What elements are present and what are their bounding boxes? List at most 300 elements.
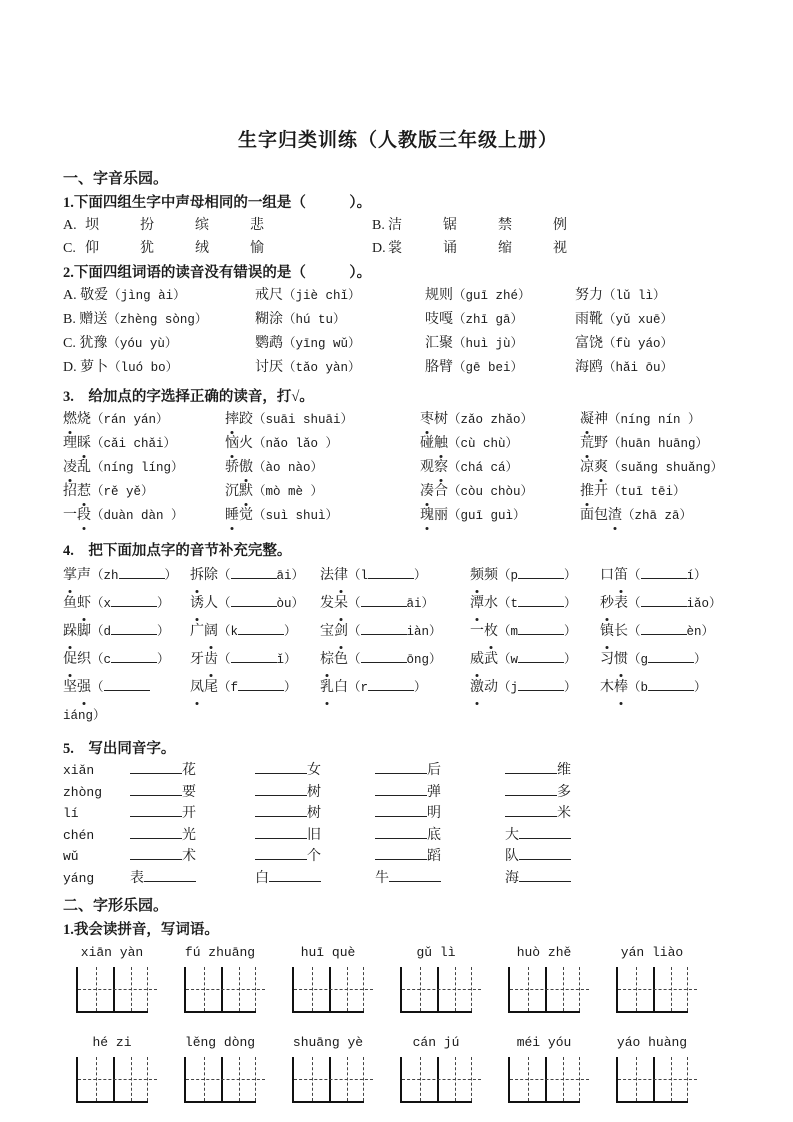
fill-in-blank xyxy=(519,868,571,882)
q5-cell xyxy=(505,868,733,890)
q5-cell xyxy=(505,782,733,804)
q4-word-item xyxy=(600,674,733,730)
tianzige-grid xyxy=(508,967,580,1013)
char: 富 xyxy=(575,336,589,351)
char: 鹦 xyxy=(255,336,269,351)
q5-cell xyxy=(505,825,733,847)
q2-word-item xyxy=(425,308,575,332)
grid-row xyxy=(63,945,733,1013)
word-with-dot xyxy=(420,508,448,523)
option-char: 缤 xyxy=(195,218,209,233)
pinyin-text: （guī guì） xyxy=(448,509,526,523)
word-with-dot xyxy=(425,336,453,351)
fill-in-blank xyxy=(641,593,687,607)
word-with-dot xyxy=(575,360,603,375)
dotted-char: 傲 xyxy=(239,456,253,479)
grid-unit xyxy=(617,945,687,1013)
char: 厌 xyxy=(269,360,283,375)
word-with-dot xyxy=(255,336,283,351)
option-label: B. xyxy=(63,312,80,327)
q4-word-item xyxy=(320,646,470,674)
q2-option-row xyxy=(63,284,733,308)
q5-items xyxy=(63,760,733,889)
pinyin-syllable: （ xyxy=(628,569,641,583)
char: 糊 xyxy=(255,312,269,327)
option-char: 视 xyxy=(553,241,567,256)
word-with-dot xyxy=(225,508,253,523)
pinyin-text: （zhèng sòng） xyxy=(107,313,208,327)
q2-word-item xyxy=(575,332,733,356)
dotted-char: 齿 xyxy=(204,646,218,674)
tianzige-grid xyxy=(76,967,148,1013)
grid-pinyin-label: yáo huàng xyxy=(616,1035,688,1050)
dotted-char: 频 xyxy=(470,562,484,590)
q4-word-item xyxy=(470,646,600,674)
q5-char: 要 xyxy=(182,784,196,800)
fill-in-blank xyxy=(375,760,427,774)
char: 树 xyxy=(434,412,448,427)
fill-in-blank xyxy=(641,565,687,579)
option-char: 绒 xyxy=(195,241,209,256)
word-with-dot xyxy=(580,412,608,427)
grid-unit xyxy=(77,945,147,1013)
q5-cell xyxy=(255,825,375,847)
char: 凉 xyxy=(580,460,594,475)
grid-pinyin-label: xiān yàn xyxy=(80,945,144,960)
q5-cell xyxy=(130,825,255,847)
q5-char: 底 xyxy=(427,827,441,843)
section1-heading: 一、字音乐园。 xyxy=(63,171,169,187)
grid-row xyxy=(63,1035,733,1103)
char: 野 xyxy=(594,436,608,451)
grid-unit xyxy=(509,1035,579,1103)
grid-unit xyxy=(509,945,579,1013)
fill-in-blank xyxy=(375,782,427,796)
pinyin-text: （jìng ài） xyxy=(108,289,186,303)
q5-char: 明 xyxy=(427,806,441,821)
q4-item-row xyxy=(63,618,733,646)
char: 武 xyxy=(484,652,498,667)
dotted-char: 虾 xyxy=(77,590,91,618)
char: 靴 xyxy=(589,312,603,327)
char: 鸥 xyxy=(589,360,603,375)
pinyin-text: （huān huāng） xyxy=(608,437,709,451)
dotted-char: 棒 xyxy=(614,674,628,702)
q1-stem: 1.下面四组生字中声母相同的一组是（ ）。 xyxy=(63,195,372,211)
char: 碰 xyxy=(420,436,434,451)
char: 长 xyxy=(614,624,628,639)
q5-cell xyxy=(130,846,255,868)
dotted-char: 瑰 xyxy=(420,504,434,527)
dotted-char: 跺 xyxy=(63,618,77,646)
word-with-dot xyxy=(63,508,91,523)
q3-word-item xyxy=(225,504,420,528)
option-label: A. xyxy=(63,218,77,233)
char: 白 xyxy=(334,680,348,695)
char: 开 xyxy=(594,484,608,499)
dotted-char: 推 xyxy=(580,480,594,503)
word-with-dot xyxy=(63,624,91,639)
fill-in-blank xyxy=(519,846,571,860)
char: 饶 xyxy=(589,336,603,351)
dotted-char: 掌 xyxy=(63,562,77,590)
pinyin-text: （duàn dàn ） xyxy=(91,509,184,523)
q4-word-item xyxy=(470,562,600,590)
word-with-dot xyxy=(320,596,348,611)
pinyin-syllable: （zh xyxy=(91,569,119,583)
q3-items xyxy=(63,408,733,528)
char: 口 xyxy=(600,568,614,583)
pinyin-syllable: （ xyxy=(218,569,231,583)
char: 坚 xyxy=(63,680,77,695)
fill-in-blank xyxy=(505,782,557,796)
word-with-dot xyxy=(320,652,348,667)
q5-char: 表 xyxy=(130,870,144,886)
word-with-dot xyxy=(190,568,218,583)
word-with-dot xyxy=(320,568,348,583)
q5-cell xyxy=(375,760,505,782)
fill-in-blank xyxy=(231,593,277,607)
pinyin-text: （tuī tēi） xyxy=(608,485,686,499)
q5-homophone-row xyxy=(63,846,733,868)
write-words-stem: 1.我会读拼音，写词语。 xyxy=(63,922,219,938)
dotted-char: 惯 xyxy=(614,646,628,674)
q3-word-item xyxy=(420,504,580,528)
fill-in-blank xyxy=(111,621,157,635)
q5-char: 多 xyxy=(557,784,571,800)
q2-options xyxy=(63,284,733,380)
grid-pinyin-label: yán liào xyxy=(620,945,684,960)
char: 发 xyxy=(320,596,334,611)
fill-in-blank xyxy=(368,565,414,579)
pinyin-syllable: iáng） xyxy=(63,709,106,723)
q1-options xyxy=(63,214,733,260)
char: 萝 xyxy=(80,360,95,375)
char: 鹉 xyxy=(269,336,283,351)
option-char: 扮 xyxy=(140,218,154,233)
q4-word-item xyxy=(470,674,600,730)
q4-item-row xyxy=(63,674,733,730)
char: 爱 xyxy=(94,288,109,303)
q4-word-item xyxy=(190,674,320,730)
q3-word-item xyxy=(580,408,733,432)
grid-unit xyxy=(617,1035,687,1103)
q5-cell xyxy=(375,803,505,825)
pinyin-text: （níng líng） xyxy=(91,461,184,475)
pinyin-syllable: （g xyxy=(628,653,649,667)
q5-char: 牛 xyxy=(375,870,389,886)
grid-unit xyxy=(401,1035,471,1103)
fill-in-blank xyxy=(130,782,182,796)
q3-word-item xyxy=(420,432,580,456)
char: 胳 xyxy=(425,360,439,375)
q5-char: 弹 xyxy=(427,784,441,800)
char: 频 xyxy=(484,568,498,583)
option-char: 缩 xyxy=(498,241,512,256)
word-with-dot xyxy=(225,484,253,499)
q2-word-item xyxy=(425,284,575,308)
fill-in-blank xyxy=(255,825,307,839)
word-with-dot xyxy=(600,596,628,611)
q2-word-item xyxy=(63,356,255,380)
pinyin-syllable: ） xyxy=(284,625,297,639)
dotted-char: 笛 xyxy=(614,562,628,590)
pinyin-syllable: （ xyxy=(348,625,361,639)
fill-in-blank xyxy=(518,565,564,579)
char: 广 xyxy=(190,624,204,639)
q5-homophone-row xyxy=(63,760,733,782)
pinyin-syllable: í） xyxy=(686,569,707,583)
dotted-char: 枚 xyxy=(484,618,498,646)
char: 面 xyxy=(580,508,594,523)
grid-pinyin-label: méi yóu xyxy=(516,1035,572,1050)
word-with-dot xyxy=(420,484,448,499)
option-char: 禁 xyxy=(498,218,512,233)
word-with-dot xyxy=(575,312,603,327)
q4-word-item xyxy=(63,590,190,618)
pinyin-syllable: ） xyxy=(694,681,707,695)
pinyin-text: （chá cá） xyxy=(448,461,519,475)
word-with-dot xyxy=(470,624,498,639)
q3-stem: 3. 给加点的字选择正确的读音，打√。 xyxy=(63,389,314,405)
option-char: 犹 xyxy=(140,241,154,256)
fill-in-blank xyxy=(375,846,427,860)
q4-word-item xyxy=(600,590,733,618)
q5-char: 米 xyxy=(557,806,571,821)
dotted-char: 威 xyxy=(470,646,484,674)
dotted-char: 睬 xyxy=(77,432,91,455)
dotted-char: 察 xyxy=(434,456,448,479)
dotted-char: 强 xyxy=(77,674,91,702)
pinyin-syllable: ） xyxy=(564,597,577,611)
char: 招 xyxy=(63,484,77,499)
word-with-dot xyxy=(80,360,108,375)
char: 骄 xyxy=(225,460,239,475)
dotted-char: 诱 xyxy=(190,590,204,618)
option-char: 悲 xyxy=(250,218,264,233)
pinyin-text: （zǎo zhǎo） xyxy=(448,413,534,427)
q5-char: 维 xyxy=(557,763,571,778)
q5-char: 海 xyxy=(505,870,519,886)
q5-pinyin-label: chén xyxy=(63,827,95,843)
grid-dashed-line xyxy=(618,1079,697,1080)
tianzige-grid xyxy=(184,1057,256,1103)
pinyin-syllable: （ xyxy=(348,597,361,611)
option-label: C. xyxy=(63,336,80,351)
pinyin-text: （còu chòu） xyxy=(448,485,534,499)
fill-in-blank xyxy=(130,760,182,774)
fill-in-blank xyxy=(518,621,564,635)
char: 敬 xyxy=(80,288,95,303)
dotted-char: 恼 xyxy=(225,432,239,455)
word-with-dot xyxy=(63,680,91,695)
pinyin-text: （suì shuì） xyxy=(253,509,339,523)
word-with-dot xyxy=(190,680,218,695)
q4-word-item xyxy=(320,674,470,730)
char: 吱 xyxy=(425,312,439,327)
pinyin-syllable: （t xyxy=(498,597,519,611)
fill-in-blank xyxy=(255,782,307,796)
pinyin-text: （huì jù） xyxy=(453,337,524,351)
tianzige-grid xyxy=(184,967,256,1013)
fill-in-blank xyxy=(648,677,694,691)
q3-word-item xyxy=(225,480,420,504)
char: 理 xyxy=(63,436,77,451)
pinyin-syllable: （ xyxy=(628,597,641,611)
pinyin-syllable: （x xyxy=(91,597,112,611)
tianzige-grid xyxy=(400,1057,472,1103)
pinyin-syllable: ） xyxy=(564,569,577,583)
pinyin-text: （yǔ xuē） xyxy=(603,313,674,327)
pinyin-syllable: （r xyxy=(348,681,369,695)
q5-cell xyxy=(375,868,505,890)
option-char: 愉 xyxy=(250,241,264,256)
fill-in-blank xyxy=(255,803,307,817)
q5-homophone-row xyxy=(63,868,733,890)
pinyin-syllable: （ xyxy=(91,681,104,695)
q5-pinyin-label: lí xyxy=(63,806,79,821)
word-with-dot xyxy=(320,680,348,695)
char: 规 xyxy=(425,288,439,303)
q3-word-item xyxy=(420,456,580,480)
word-with-dot xyxy=(80,288,108,303)
pinyin-text: （ào nào） xyxy=(253,461,324,475)
q5-char: 后 xyxy=(427,763,441,778)
pinyin-text: （hú tu） xyxy=(283,313,346,327)
q2-word-item xyxy=(255,356,425,380)
q4-word-item xyxy=(600,646,733,674)
pinyin-syllable: ） xyxy=(564,653,577,667)
pinyin-syllable: （c xyxy=(91,653,112,667)
q5-char: 白 xyxy=(255,870,269,886)
q5-cell xyxy=(375,825,505,847)
char: 丽 xyxy=(434,508,448,523)
pinyin-syllable: （ xyxy=(218,653,231,667)
q5-stem: 5. 写出同音字。 xyxy=(63,741,176,757)
char: 豫 xyxy=(93,336,108,351)
q5-cell xyxy=(130,868,255,890)
q5-char: 个 xyxy=(307,849,321,864)
q5-cell xyxy=(505,803,733,825)
fill-in-blank xyxy=(361,649,407,663)
grid-pinyin-label: huò zhě xyxy=(516,945,572,960)
fill-in-blank xyxy=(361,621,407,635)
char: 则 xyxy=(439,288,453,303)
word-with-dot xyxy=(320,624,348,639)
fill-in-blank xyxy=(144,868,196,882)
q4-item-row xyxy=(63,590,733,618)
word-with-dot xyxy=(580,460,608,475)
char: 神 xyxy=(594,412,608,427)
char: 色 xyxy=(334,652,348,667)
pinyin-text: （rán yán） xyxy=(91,413,169,427)
option-char: 洁 xyxy=(388,218,402,233)
word-with-dot xyxy=(63,436,91,451)
fill-in-blank xyxy=(119,565,165,579)
q3-word-item xyxy=(420,480,580,504)
word-with-dot xyxy=(600,680,628,695)
char: 觉 xyxy=(239,508,253,523)
pinyin-text: （cǎi chǎi） xyxy=(91,437,177,451)
pinyin-syllable: ） xyxy=(414,681,427,695)
tianzige-grid xyxy=(508,1057,580,1103)
pinyin-syllable: ） xyxy=(157,625,170,639)
q3-item-row xyxy=(63,480,733,504)
fill-in-blank xyxy=(518,593,564,607)
q5-char: 术 xyxy=(182,849,196,864)
dotted-char: 凤 xyxy=(190,674,204,702)
dotted-char: 镇 xyxy=(600,618,614,646)
q5-char: 开 xyxy=(182,806,196,821)
option-char: 仰 xyxy=(85,241,99,256)
char: 合 xyxy=(434,484,448,499)
q4-word-item xyxy=(320,618,470,646)
fill-in-blank xyxy=(111,649,157,663)
q3-word-item xyxy=(580,480,733,504)
char: 除 xyxy=(204,568,218,583)
dotted-char: 默 xyxy=(239,480,253,503)
word-with-dot xyxy=(420,460,448,475)
char: 烧 xyxy=(77,412,91,427)
option-label: B. xyxy=(372,218,385,233)
char: 嘎 xyxy=(439,312,453,327)
grid-dashed-line xyxy=(294,989,373,990)
q2-word-item xyxy=(575,356,733,380)
q5-char: 树 xyxy=(307,806,321,821)
word-with-dot xyxy=(470,596,498,611)
word-with-dot xyxy=(580,436,608,451)
pinyin-syllable: ） xyxy=(414,569,427,583)
q5-cell xyxy=(375,846,505,868)
fill-in-blank xyxy=(130,846,182,860)
fill-in-blank xyxy=(238,677,284,691)
word-with-dot xyxy=(470,680,498,695)
char: 聚 xyxy=(439,336,453,351)
tianzige-grid xyxy=(292,967,364,1013)
option-char: 锯 xyxy=(443,218,457,233)
grid-unit xyxy=(293,945,363,1013)
pinyin-text: （gē bei） xyxy=(453,361,524,375)
dotted-char: 激 xyxy=(470,674,484,702)
q2-option-row xyxy=(63,332,733,356)
q5-char: 队 xyxy=(505,849,519,864)
q3-item-row xyxy=(63,504,733,528)
tianzige-grid xyxy=(292,1057,364,1103)
pinyin-text: （mò mè ） xyxy=(253,485,324,499)
q5-cell xyxy=(505,760,733,782)
grid-dashed-line xyxy=(78,1079,157,1080)
pinyin-syllable: ） xyxy=(694,653,707,667)
q4-item-row xyxy=(63,646,733,674)
pinyin-syllable: （m xyxy=(498,625,519,639)
pinyin-text: （hǎi ōu） xyxy=(603,361,674,375)
page-title: 生字归类训练（人教版三年级上册） xyxy=(237,130,558,151)
option-char: 裳 xyxy=(388,241,402,256)
q4-word-item xyxy=(320,562,470,590)
pinyin-syllable: （k xyxy=(218,625,239,639)
word-with-dot xyxy=(63,484,91,499)
dotted-char: 呆 xyxy=(334,590,348,618)
char: 雨 xyxy=(575,312,589,327)
q5-pinyin-label: wǔ xyxy=(63,849,79,864)
grid-dashed-line xyxy=(186,989,265,990)
q5-homophone-row xyxy=(63,803,733,825)
tianzige-grid xyxy=(616,967,688,1013)
option-char: 坝 xyxy=(85,218,99,233)
char: 法 xyxy=(320,568,334,583)
option-label: D. xyxy=(63,360,81,375)
grid-dashed-line xyxy=(510,1079,589,1080)
